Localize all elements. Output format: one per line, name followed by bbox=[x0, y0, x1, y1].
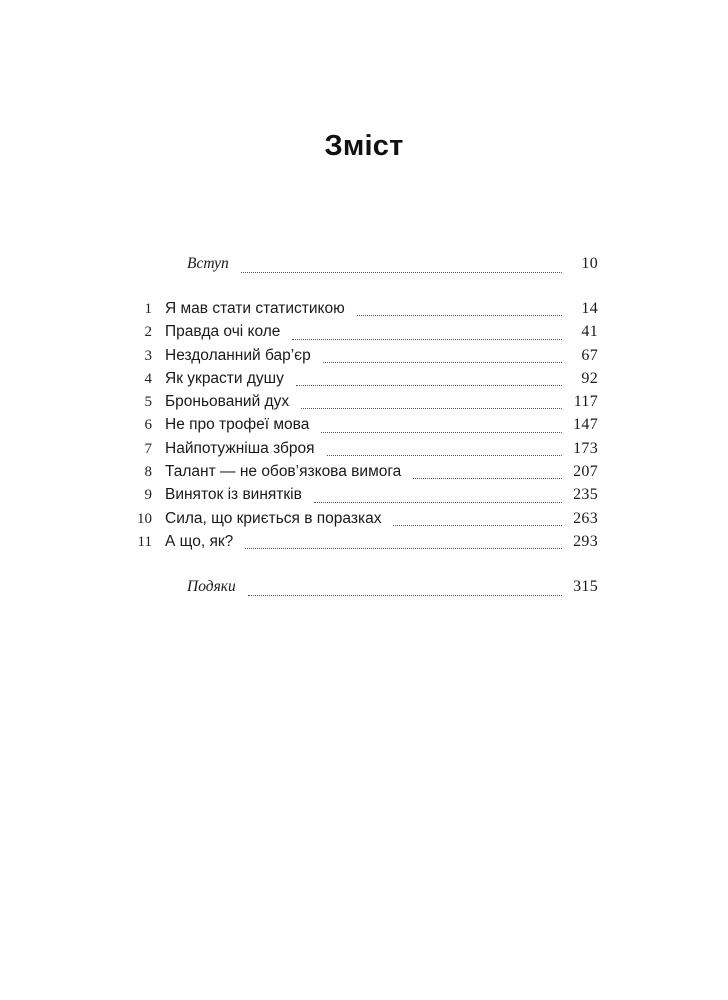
toc-entry-page: 263 bbox=[573, 509, 598, 527]
toc-entry-title: А що, як? bbox=[165, 530, 239, 553]
toc-entry-title: Сила, що криється в поразках bbox=[165, 507, 387, 530]
toc-entry-page: 293 bbox=[573, 532, 598, 550]
dot-leader bbox=[323, 361, 562, 363]
dot-leader bbox=[241, 271, 562, 273]
toc-entry-number: 5 bbox=[144, 394, 152, 411]
toc-entry-number: 6 bbox=[144, 417, 152, 434]
toc-entry-title: Талант — не обов’язкова вимога bbox=[165, 460, 407, 483]
toc-entry-number: 4 bbox=[144, 370, 152, 387]
toc-entry-page: 92 bbox=[581, 369, 598, 387]
page-title: Зміст bbox=[324, 130, 404, 162]
dot-leader bbox=[393, 524, 562, 526]
toc-entry-page: 235 bbox=[573, 486, 598, 504]
dot-leader bbox=[413, 477, 562, 479]
toc-entry-chapter bbox=[130, 483, 598, 506]
toc-entry-number: 2 bbox=[144, 324, 152, 341]
toc-entry-chapter bbox=[130, 344, 598, 367]
toc-entry-number: 10 bbox=[137, 510, 152, 527]
dot-leader bbox=[245, 547, 562, 549]
dot-leader bbox=[296, 384, 562, 386]
toc-entry-page: 147 bbox=[573, 416, 598, 434]
toc-entry-title: Я мав стати статистикою bbox=[165, 297, 351, 320]
toc-entry-intro bbox=[130, 250, 598, 277]
toc-entry-chapter bbox=[130, 413, 598, 436]
toc-entry-page: 207 bbox=[573, 463, 598, 481]
dot-leader bbox=[357, 314, 562, 316]
dot-leader bbox=[292, 338, 562, 340]
toc-entry-title: Не про трофеї мова bbox=[165, 413, 315, 436]
toc-entry-title: Найпотужніша зброя bbox=[165, 437, 321, 460]
toc-entry-number: 1 bbox=[144, 301, 152, 317]
toc-entry-chapter bbox=[130, 460, 598, 483]
toc-entry-chapter bbox=[130, 530, 598, 553]
toc-entry-title: Правда очі коле bbox=[165, 320, 286, 343]
toc-entry-number: 9 bbox=[144, 487, 152, 504]
toc-entry-title: Броньований дух bbox=[165, 390, 295, 413]
toc-entry-title: Вступ bbox=[187, 250, 235, 277]
toc-entry-chapter bbox=[130, 367, 598, 390]
toc-entry-page: 117 bbox=[573, 393, 598, 411]
dot-leader bbox=[248, 594, 562, 596]
toc-entry-acknowledgements bbox=[130, 573, 598, 600]
table-of-contents bbox=[130, 250, 598, 600]
toc-entry-page: 67 bbox=[581, 346, 598, 364]
toc-entry-title: Виняток із винятків bbox=[165, 483, 308, 506]
toc-entry-page: 10 bbox=[581, 255, 598, 272]
dot-leader bbox=[327, 454, 562, 456]
toc-entry-page: 41 bbox=[581, 323, 598, 341]
toc-entry-chapter bbox=[130, 507, 598, 530]
toc-entry-chapter bbox=[130, 320, 598, 343]
toc-entry-page: 315 bbox=[573, 578, 598, 596]
dot-leader bbox=[321, 431, 562, 433]
toc-entry-number: 3 bbox=[144, 347, 152, 364]
toc-entry-number: 11 bbox=[137, 533, 152, 550]
toc-entry-chapter bbox=[130, 437, 598, 460]
toc-entry-chapter bbox=[130, 390, 598, 413]
dot-leader bbox=[314, 501, 562, 503]
toc-entry-page: 14 bbox=[581, 300, 598, 317]
dot-leader bbox=[301, 407, 562, 409]
toc-entry-number: 7 bbox=[144, 440, 152, 457]
toc-entry-number: 8 bbox=[144, 464, 152, 481]
toc-entry-page: 173 bbox=[573, 439, 598, 457]
toc-entry-title: Подяки bbox=[187, 573, 242, 600]
toc-entry-chapter bbox=[130, 297, 598, 320]
toc-entry-title: Нездоланний бар’єр bbox=[165, 344, 317, 367]
toc-entry-title: Як украсти душу bbox=[165, 367, 290, 390]
